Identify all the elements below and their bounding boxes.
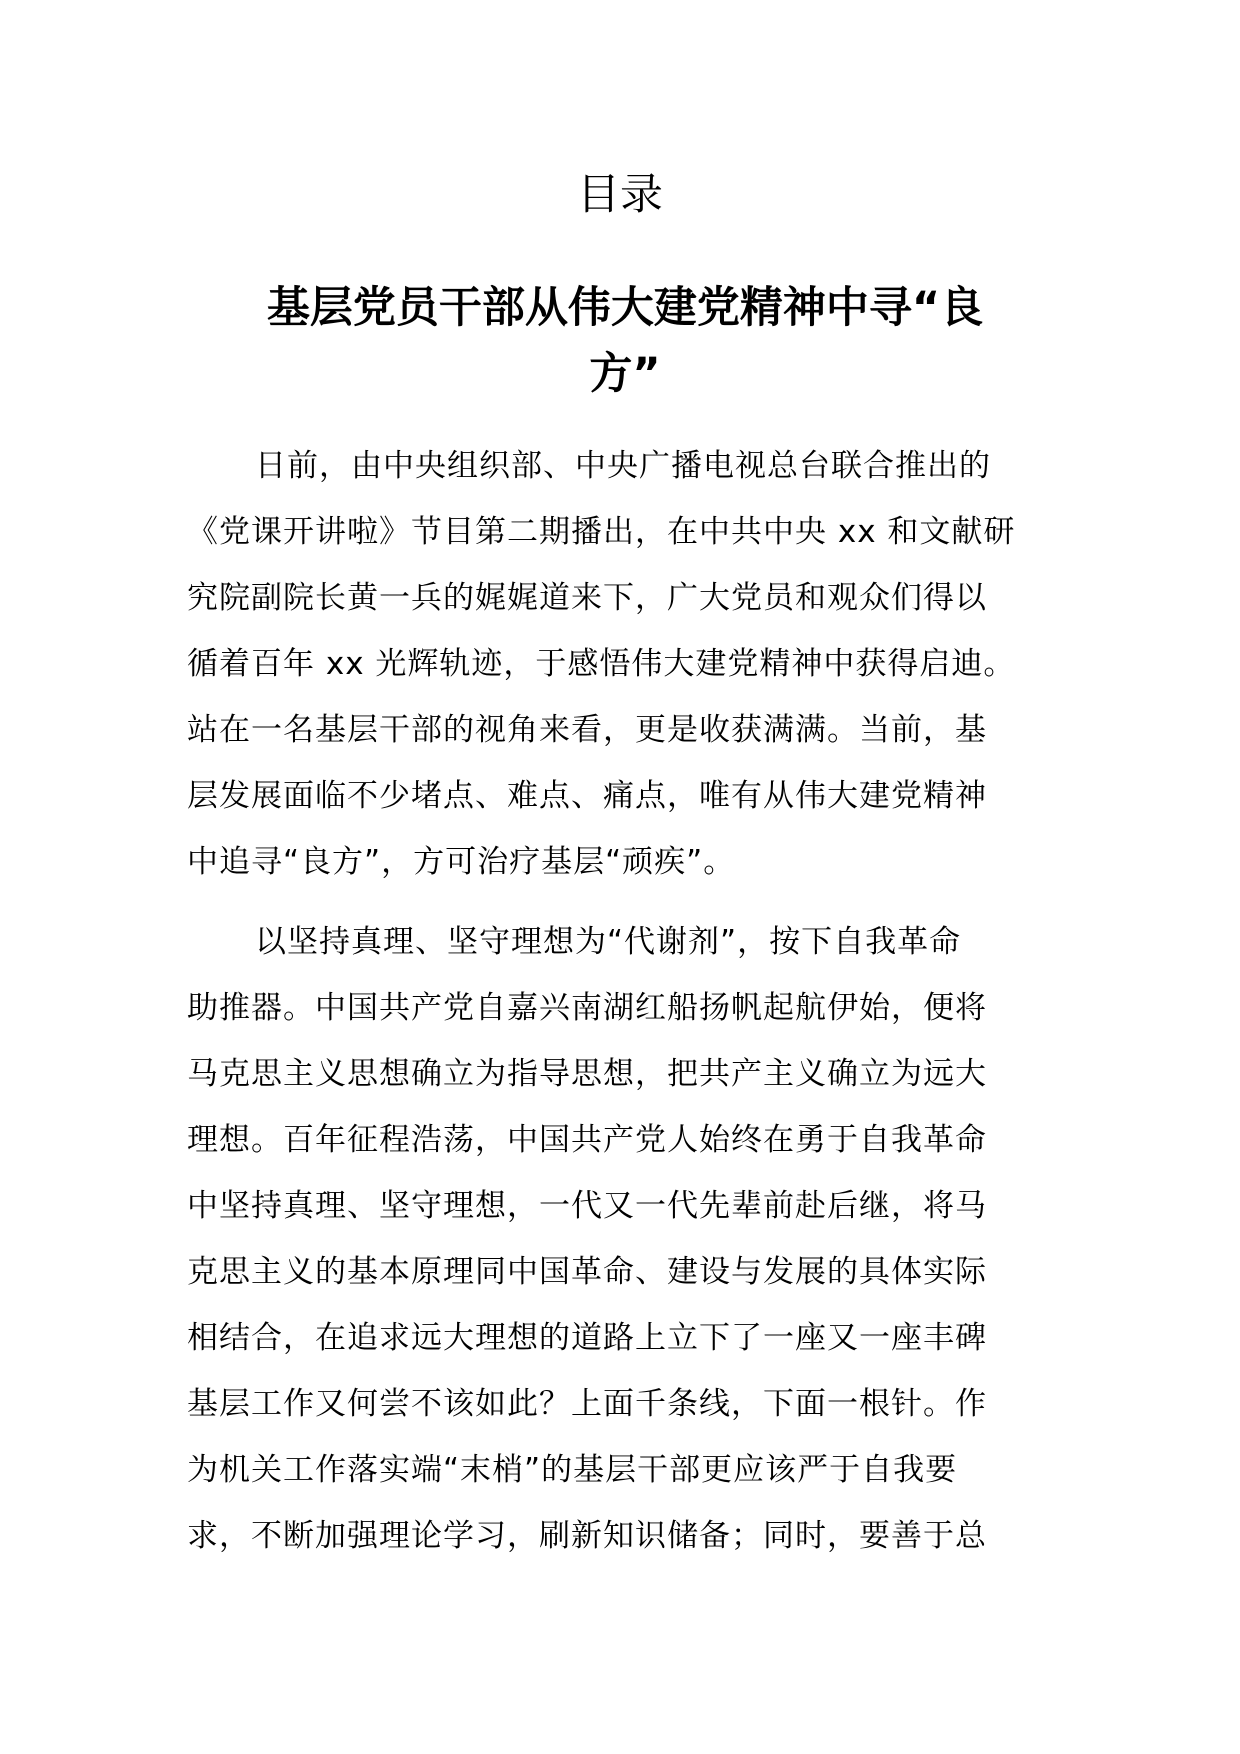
article-title-line: 方” — [589, 349, 661, 399]
paragraph-line: 以坚持真理、坚守理想为“代谢剂”，按下自我革命 — [255, 924, 962, 960]
paragraph-line: 相结合，在追求远大理想的道路上立下了一座又一座丰碑 — [187, 1320, 987, 1356]
paragraph-line: 为机关工作落实端“末梢”的基层干部更应该严于自我要 — [187, 1452, 958, 1488]
paragraph-line: 日前，由中央组织部、中央广播电视总台联合推出的 — [255, 448, 991, 484]
paragraph-line: 中坚持真理、坚守理想，一代又一代先辈前赴后继，将马 — [187, 1188, 987, 1224]
paragraph-line: 马克思主义思想确立为指导思想，把共产主义确立为远大 — [187, 1056, 987, 1092]
paragraph-line: 理想。百年征程浩荡，中国共产党人始终在勇于自我革命 — [187, 1122, 987, 1158]
paragraph-line: 层发展面临不少堵点、难点、痛点，唯有从伟大建党精神 — [187, 778, 987, 814]
paragraph-line: 循着百年 xx 光辉轨迹，于感悟伟大建党精神中获得启迪。 — [187, 646, 1016, 682]
paragraph-line: 基层工作又何尝不该如此？上面千条线，下面一根针。作 — [187, 1386, 987, 1422]
body-paragraph — [187, 433, 1057, 895]
body-paragraph — [187, 909, 1057, 1569]
paragraph-line: 中追寻“良方”，方可治疗基层“顽疾”。 — [187, 844, 736, 880]
article-title-line: 基层党员干部从伟大建党精神中寻“良 — [266, 283, 984, 333]
paragraph-line: 究院副院长黄一兵的娓娓道来下，广大党员和观众们得以 — [187, 580, 987, 616]
paragraph-line: 求，不断加强理论学习，刷新知识储备；同时，要善于总 — [187, 1518, 987, 1554]
paragraph-line: 《党课开讲啦》节目第二期播出，在中共中央 xx 和文献研 — [187, 514, 1016, 550]
paragraph-line: 站在一名基层干部的视角来看，更是收获满满。当前，基 — [187, 712, 987, 748]
toc-heading: 目录 — [577, 170, 663, 220]
paragraph-line: 克思主义的基本原理同中国革命、建设与发展的具体实际 — [187, 1254, 987, 1290]
paragraph-line: 助推器。中国共产党自嘉兴南湖红船扬帆起航伊始，便将 — [187, 990, 987, 1026]
article-title — [205, 275, 1045, 407]
